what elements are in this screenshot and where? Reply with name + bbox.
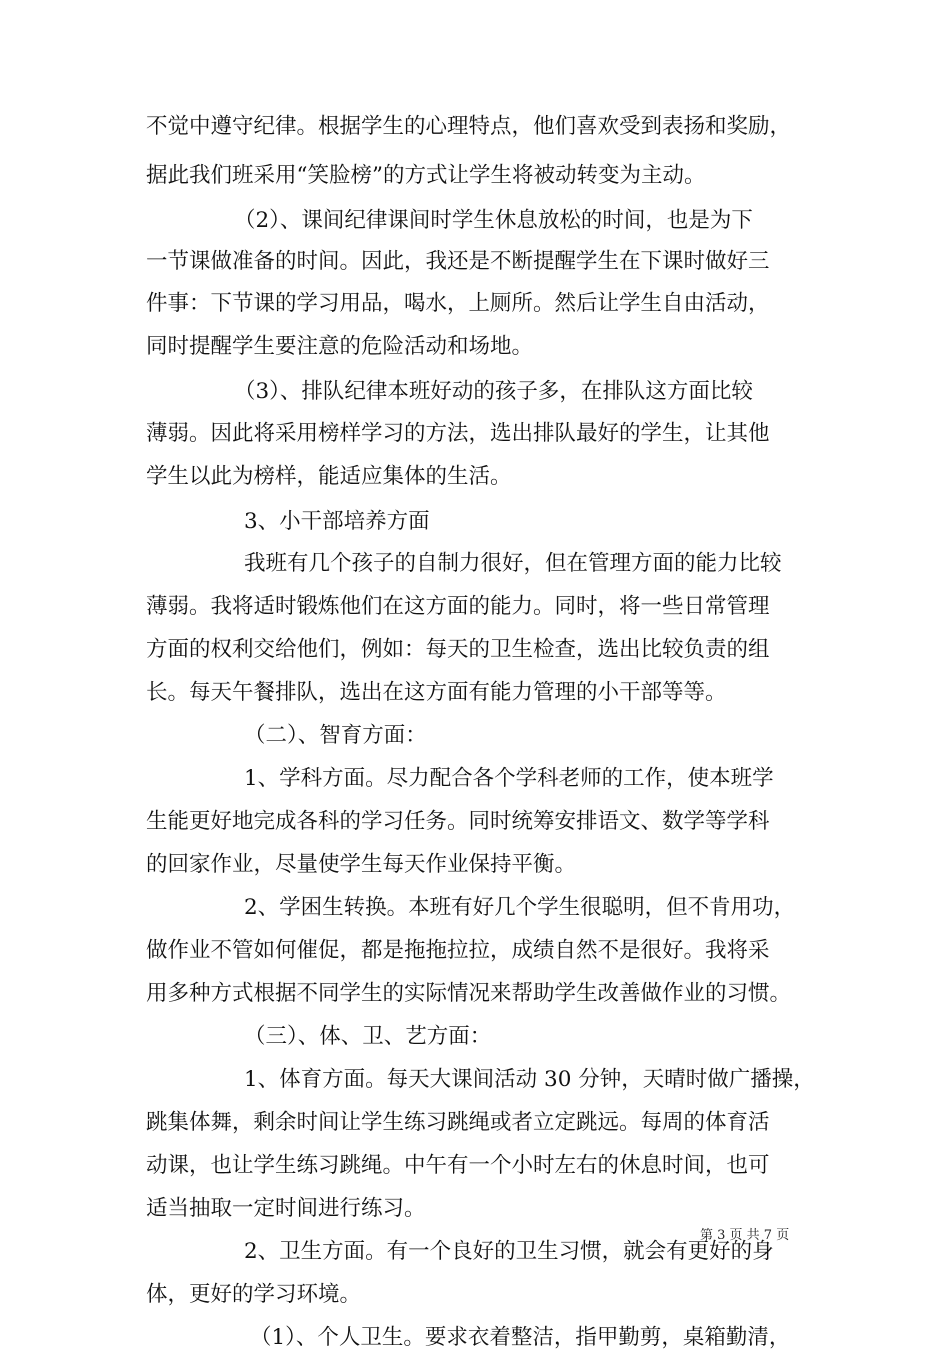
text-line: 2、学困生转换。本班有好几个学生很聪明，但不肯用功， [244, 895, 796, 920]
text-line: 薄弱。我将适时锻炼他们在这方面的能力。同时，将一些日常管理 [146, 594, 770, 619]
text-line: 方面的权利交给他们，例如：每天的卫生检查，选出比较负责的组 [146, 637, 770, 662]
text-line: 1、学科方面。尽力配合各个学科老师的工作，使本班学 [244, 766, 774, 791]
text-line: 1、体育方面。每天大课间活动 30 分钟，天晴时做广播操， [244, 1067, 815, 1092]
text-line: 的回家作业，尽量使学生每天作业保持平衡。 [146, 852, 577, 877]
text-line: （3）、排队纪律本班好动的孩子多，在排队这方面比较 [234, 379, 753, 404]
text-line: 长。每天午餐排队，选出在这方面有能力管理的小干部等等。 [146, 680, 727, 705]
text-line: 件事：下节课的学习用品，喝水，上厕所。然后让学生自由活动， [146, 291, 770, 316]
text-line: （1）、个人卫生。要求衣着整洁，指甲勤剪，桌箱勤清， [250, 1325, 791, 1350]
text-line: 生能更好地完成各科的学习任务。同时统筹安排语文、数学等学科 [146, 809, 770, 834]
text-line: 2、卫生方面。有一个良好的卫生习惯，就会有更好的身 [244, 1239, 774, 1264]
text-line: 据此我们班采用“笑脸榜”的方式让学生将被动转变为主动。 [146, 163, 706, 188]
text-line: 动课，也让学生练习跳绳。中午有一个小时左右的休息时间，也可 [146, 1153, 770, 1178]
section-heading: （三）、体、卫、艺方面： [244, 1024, 492, 1049]
text-line: 同时提醒学生要注意的危险活动和场地。 [146, 334, 534, 359]
text-line: （2）、课间纪律课间时学生休息放松的时间，也是为下 [234, 208, 753, 233]
text-line: 一节课做准备的时间。因此，我还是不断提醒学生在下课时做好三 [146, 249, 770, 274]
text-line: 体，更好的学习环境。 [146, 1282, 362, 1307]
section-heading: 3、小干部培养方面 [244, 509, 430, 534]
section-heading: （二）、智育方面： [244, 723, 427, 748]
text-line: 不觉中遵守纪律。根据学生的心理特点，他们喜欢受到表扬和奖励， [146, 114, 792, 139]
text-line: 跳集体舞，剩余时间让学生练习跳绳或者立定跳远。每周的体育活 [146, 1110, 770, 1135]
text-line: 用多种方式根据不同学生的实际情况来帮助学生改善做作业的习惯。 [146, 981, 792, 1006]
text-line: 适当抽取一定时间进行练习。 [146, 1196, 426, 1221]
text-line: 薄弱。因此将采用榜样学习的方法，选出排队最好的学生，让其他 [146, 421, 770, 446]
text-line: 做作业不管如何催促，都是拖拖拉拉，成绩自然不是很好。我将采 [146, 938, 770, 963]
page-number: 第 3 页 共 7 页 [700, 1228, 790, 1243]
text-line: 我班有几个孩子的自制力很好，但在管理方面的能力比较 [244, 551, 782, 576]
text-line: 学生以此为榜样，能适应集体的生活。 [146, 464, 512, 489]
